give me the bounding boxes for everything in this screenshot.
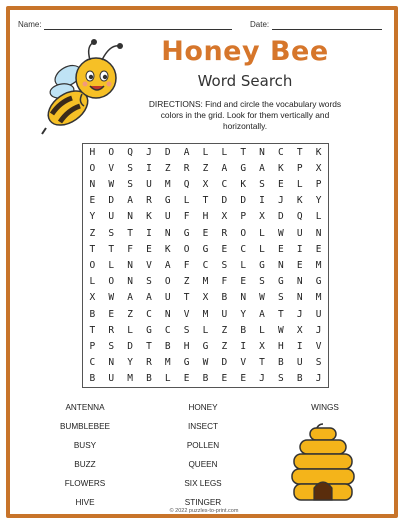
grid-letter[interactable]: D <box>221 195 228 207</box>
grid-letter[interactable]: G <box>240 162 247 174</box>
grid-letter[interactable]: M <box>164 178 171 190</box>
grid-letter[interactable]: G <box>164 195 171 207</box>
grid-letter[interactable]: I <box>146 227 152 239</box>
grid-letter[interactable]: Q <box>127 146 133 158</box>
grid-letter[interactable]: B <box>89 308 96 320</box>
grid-letter[interactable]: N <box>127 276 133 288</box>
grid-letter[interactable]: T <box>259 357 265 369</box>
date-field-line[interactable] <box>272 29 382 30</box>
grid-letter[interactable]: E <box>240 373 247 385</box>
grid-letter[interactable]: O <box>164 276 171 288</box>
grid-letter[interactable]: G <box>259 259 265 271</box>
grid-letter[interactable]: L <box>259 227 265 239</box>
word-list-item: WINGS <box>311 403 339 412</box>
grid-letter[interactable]: J <box>278 195 284 207</box>
grid-letter[interactable]: U <box>221 308 228 320</box>
grid-letter[interactable]: W <box>108 178 115 190</box>
grid-letter[interactable]: B <box>89 373 96 385</box>
grid-letter[interactable]: N <box>127 259 133 271</box>
grid-letter[interactable]: L <box>259 324 265 336</box>
grid-letter[interactable]: T <box>183 292 190 304</box>
grid-letter[interactable]: C <box>240 243 247 255</box>
word-list-item: HIVE <box>75 498 95 507</box>
word-search-grid[interactable] <box>82 143 329 388</box>
grid-letter[interactable]: T <box>146 340 152 352</box>
grid-letter[interactable]: G <box>278 276 284 288</box>
grid-letter[interactable]: G <box>183 227 190 239</box>
grid-letter[interactable]: E <box>89 195 96 207</box>
grid-letter[interactable]: B <box>164 340 171 352</box>
grid-letter[interactable]: U <box>108 211 115 223</box>
grid-letter[interactable]: U <box>164 211 171 223</box>
grid-letter[interactable]: G <box>202 243 209 255</box>
grid-letter[interactable]: L <box>164 373 171 385</box>
grid-letter[interactable]: A <box>146 292 152 304</box>
page-subtitle: Word Search <box>197 72 293 90</box>
grid-letter[interactable]: T <box>108 243 115 255</box>
grid-letter[interactable]: E <box>108 308 115 320</box>
grid-letter[interactable]: N <box>164 308 171 320</box>
grid-letter[interactable]: Z <box>164 162 171 174</box>
grid-letter[interactable]: X <box>259 211 265 223</box>
grid-letter[interactable]: P <box>89 340 96 352</box>
grid-letter[interactable]: R <box>108 324 115 336</box>
grid-letter[interactable]: Z <box>127 308 133 320</box>
grid-letter[interactable]: R <box>146 357 152 369</box>
grid-letter[interactable]: U <box>315 308 322 320</box>
grid-letter[interactable]: Z <box>202 162 209 174</box>
name-field-line[interactable] <box>44 29 232 30</box>
grid-letter[interactable]: O <box>89 259 96 271</box>
grid-letter[interactable]: V <box>240 357 247 369</box>
grid-letter[interactable]: L <box>89 276 96 288</box>
name-date-row <box>18 20 390 34</box>
grid-letter[interactable]: E <box>240 276 247 288</box>
grid-letter[interactable]: S <box>108 227 115 239</box>
grid-letter[interactable]: K <box>164 243 171 255</box>
grid-letter[interactable]: X <box>315 162 322 174</box>
grid-letter[interactable]: E <box>221 373 228 385</box>
beehive-illustration <box>288 420 358 504</box>
word-list-item: BUZZ <box>74 460 96 469</box>
grid-letter[interactable]: N <box>296 276 303 288</box>
grid-letter[interactable]: N <box>240 292 247 304</box>
grid-letter[interactable]: E <box>278 243 284 255</box>
grid-letter[interactable]: L <box>183 195 190 207</box>
grid-letter[interactable]: S <box>146 276 152 288</box>
grid-letter[interactable]: V <box>146 259 152 271</box>
grid-letter[interactable]: A <box>259 162 265 174</box>
grid-letter[interactable]: T <box>202 195 209 207</box>
grid-letter[interactable]: L <box>315 211 322 223</box>
grid-letter[interactable]: A <box>183 146 190 158</box>
grid-letter[interactable]: K <box>296 195 303 207</box>
word-list-item: STINGER <box>184 498 222 507</box>
grid-letter[interactable]: S <box>259 178 265 190</box>
grid-letter[interactable]: M <box>315 292 322 304</box>
grid-letter[interactable]: U <box>164 292 171 304</box>
grid-letter[interactable]: U <box>108 373 115 385</box>
grid-letter[interactable]: J <box>296 308 303 320</box>
grid-letter[interactable]: O <box>89 162 96 174</box>
grid-letter[interactable]: S <box>315 357 322 369</box>
grid-letter[interactable]: X <box>202 292 209 304</box>
grid-letter[interactable]: E <box>202 227 209 239</box>
grid-letter[interactable]: V <box>315 340 322 352</box>
grid-letter[interactable]: T <box>89 324 96 336</box>
grid-letter[interactable]: U <box>296 227 303 239</box>
grid-letter[interactable]: L <box>221 146 228 158</box>
grid-letter[interactable]: P <box>296 162 303 174</box>
grid-letter[interactable]: B <box>146 373 152 385</box>
page-title: Honey Bee <box>161 36 329 67</box>
grid-letter[interactable]: V <box>108 162 115 174</box>
grid-letter[interactable]: E <box>296 259 303 271</box>
grid-letter[interactable]: H <box>89 146 96 158</box>
grid-letter[interactable]: S <box>278 292 284 304</box>
grid-letter[interactable]: I <box>146 162 152 174</box>
grid-letter[interactable]: J <box>315 324 322 336</box>
word-list-item: HONEY <box>188 403 218 412</box>
grid-letter[interactable]: S <box>108 340 115 352</box>
grid-letter[interactable]: J <box>315 373 322 385</box>
grid-letter[interactable]: O <box>240 227 247 239</box>
grid-letter[interactable]: W <box>278 324 284 336</box>
grid-letter[interactable]: T <box>296 146 303 158</box>
grid-letter[interactable]: W <box>259 292 265 304</box>
grid-letter[interactable]: F <box>183 259 190 271</box>
grid-letter[interactable]: I <box>296 340 303 352</box>
grid-letter[interactable]: L <box>202 324 209 336</box>
grid-letter[interactable]: X <box>202 178 209 190</box>
grid-letter[interactable]: W <box>278 227 284 239</box>
grid-letter[interactable]: X <box>89 292 96 304</box>
word-list-item: BUMBLEBEE <box>59 422 111 431</box>
directions-text: DIRECTIONS: Find and circle the vocabulary words colors in the grid. Look for them vertically and horizontally. <box>148 99 342 131</box>
grid-letter[interactable]: B <box>240 324 247 336</box>
grid-letter[interactable]: D <box>221 357 228 369</box>
grid-letter[interactable]: C <box>164 324 171 336</box>
grid-letter[interactable]: A <box>259 308 265 320</box>
grid-letter[interactable]: G <box>202 340 209 352</box>
grid-letter[interactable]: J <box>146 146 152 158</box>
grid-letter[interactable]: N <box>89 178 96 190</box>
grid-letter[interactable]: R <box>183 162 190 174</box>
grid-letter[interactable]: V <box>183 308 190 320</box>
grid-letter[interactable]: N <box>164 227 171 239</box>
grid-letter[interactable]: N <box>259 146 265 158</box>
grid-letter[interactable]: T <box>278 308 284 320</box>
grid-letter[interactable]: I <box>296 243 303 255</box>
grid-letter[interactable]: A <box>221 162 228 174</box>
grid-letter[interactable]: Y <box>315 195 322 207</box>
grid-letter[interactable]: B <box>296 373 303 385</box>
grid-letter[interactable]: H <box>183 340 190 352</box>
grid-letter[interactable]: S <box>278 373 284 385</box>
grid-letter[interactable]: X <box>296 324 303 336</box>
grid-letter[interactable]: G <box>315 276 322 288</box>
grid-letter[interactable]: E <box>146 243 152 255</box>
grid-letter[interactable]: Q <box>296 211 303 223</box>
grid-letter[interactable]: F <box>127 243 133 255</box>
word-list-item: FLOWERS <box>64 479 106 488</box>
grid-letter[interactable]: H <box>202 211 209 223</box>
grid-letter[interactable]: N <box>278 259 284 271</box>
grid-letter[interactable]: C <box>221 178 228 190</box>
grid-letter[interactable]: K <box>240 178 247 190</box>
grid-letter[interactable]: B <box>202 373 209 385</box>
grid-letter[interactable]: Q <box>183 178 190 190</box>
grid-letter[interactable]: E <box>315 243 322 255</box>
grid-letter[interactable]: O <box>108 276 115 288</box>
grid-letter[interactable]: P <box>315 178 322 190</box>
grid-letter[interactable]: D <box>164 146 171 158</box>
grid-letter[interactable]: D <box>108 195 115 207</box>
grid-letter[interactable]: K <box>146 211 152 223</box>
word-list-item: ANTENNA <box>65 403 105 412</box>
grid-letter[interactable]: F <box>183 211 190 223</box>
grid-letter[interactable]: C <box>278 146 284 158</box>
grid-letter[interactable]: O <box>183 243 190 255</box>
grid-letter[interactable]: G <box>146 324 152 336</box>
grid-letter[interactable]: L <box>296 178 303 190</box>
grid-letter[interactable]: N <box>127 211 133 223</box>
grid-letter[interactable]: E <box>183 373 190 385</box>
grid-letter[interactable]: M <box>315 259 322 271</box>
grid-letter[interactable]: T <box>240 146 247 158</box>
grid-letter[interactable]: I <box>259 195 265 207</box>
grid-letter[interactable]: A <box>127 195 133 207</box>
grid-letter[interactable]: Z <box>183 276 190 288</box>
grid-letter[interactable]: N <box>108 357 115 369</box>
grid-letter[interactable]: Y <box>89 211 96 223</box>
word-list-item: INSECT <box>187 422 219 431</box>
grid-letter[interactable]: R <box>146 195 152 207</box>
grid-letter[interactable]: X <box>221 211 228 223</box>
grid-letter[interactable]: B <box>221 292 228 304</box>
grid-letter[interactable]: J <box>259 373 265 385</box>
grid-letter[interactable]: C <box>89 357 96 369</box>
grid-letter[interactable]: E <box>278 178 284 190</box>
name-label: Name: <box>18 20 42 29</box>
grid-letter[interactable]: K <box>315 146 322 158</box>
grid-letter[interactable]: H <box>278 340 284 352</box>
grid-letter[interactable]: U <box>146 178 152 190</box>
grid-letter[interactable]: D <box>127 340 133 352</box>
grid-letter[interactable]: Z <box>221 340 228 352</box>
grid-letter[interactable]: L <box>259 243 265 255</box>
grid-letter[interactable]: Y <box>240 308 247 320</box>
grid-letter[interactable]: N <box>296 292 303 304</box>
grid-letter[interactable]: L <box>240 259 247 271</box>
grid-letter[interactable]: L <box>108 259 115 271</box>
grid-letter[interactable]: S <box>221 259 228 271</box>
grid-letter[interactable]: U <box>296 357 303 369</box>
grid-letter[interactable]: D <box>278 211 284 223</box>
word-list-item: SIX LEGS <box>184 479 222 488</box>
grid-letter[interactable]: G <box>183 357 190 369</box>
grid-letter[interactable]: A <box>164 259 171 271</box>
grid-letter[interactable]: Y <box>127 357 133 369</box>
grid-letter[interactable]: P <box>240 211 247 223</box>
word-list-item: QUEEN <box>188 460 218 469</box>
grid-letter[interactable]: I <box>240 340 247 352</box>
grid-letter[interactable]: A <box>127 292 133 304</box>
grid-letter[interactable]: T <box>127 227 133 239</box>
grid-letter[interactable]: B <box>278 357 284 369</box>
grid-letter[interactable]: M <box>202 308 209 320</box>
grid-letter[interactable]: K <box>278 162 284 174</box>
grid-letter[interactable]: W <box>202 357 209 369</box>
grid-letter[interactable]: C <box>202 259 209 271</box>
grid-letter[interactable]: O <box>108 146 115 158</box>
word-list-item: POLLEN <box>186 441 220 450</box>
bee-illustration <box>38 36 138 136</box>
grid-letter[interactable]: N <box>315 227 322 239</box>
grid-letter[interactable]: Z <box>221 324 228 336</box>
grid-letter[interactable]: X <box>259 340 265 352</box>
grid-letter[interactable]: E <box>221 243 228 255</box>
grid-letter[interactable]: R <box>221 227 228 239</box>
footer-credit: © 2022 puzzles-to-print.com <box>169 508 239 514</box>
grid-letter[interactable]: L <box>202 146 209 158</box>
grid-letter[interactable]: M <box>127 373 133 385</box>
word-list-item: BUSY <box>73 441 97 450</box>
grid-letter[interactable]: Z <box>89 227 96 239</box>
grid-letter[interactable]: C <box>146 308 152 320</box>
grid-letter[interactable]: W <box>108 292 115 304</box>
grid-letter[interactable]: S <box>127 178 133 190</box>
grid-letter[interactable]: S <box>127 162 133 174</box>
grid-letter[interactable]: T <box>89 243 96 255</box>
grid-letter[interactable]: D <box>240 195 247 207</box>
date-label: Date: <box>250 20 270 29</box>
grid-letter[interactable]: F <box>221 276 228 288</box>
grid-letter[interactable]: S <box>183 324 190 336</box>
grid-letter[interactable]: L <box>127 324 133 336</box>
grid-letter[interactable]: M <box>164 357 171 369</box>
grid-letter[interactable]: S <box>259 276 265 288</box>
grid-letter[interactable]: M <box>202 276 209 288</box>
